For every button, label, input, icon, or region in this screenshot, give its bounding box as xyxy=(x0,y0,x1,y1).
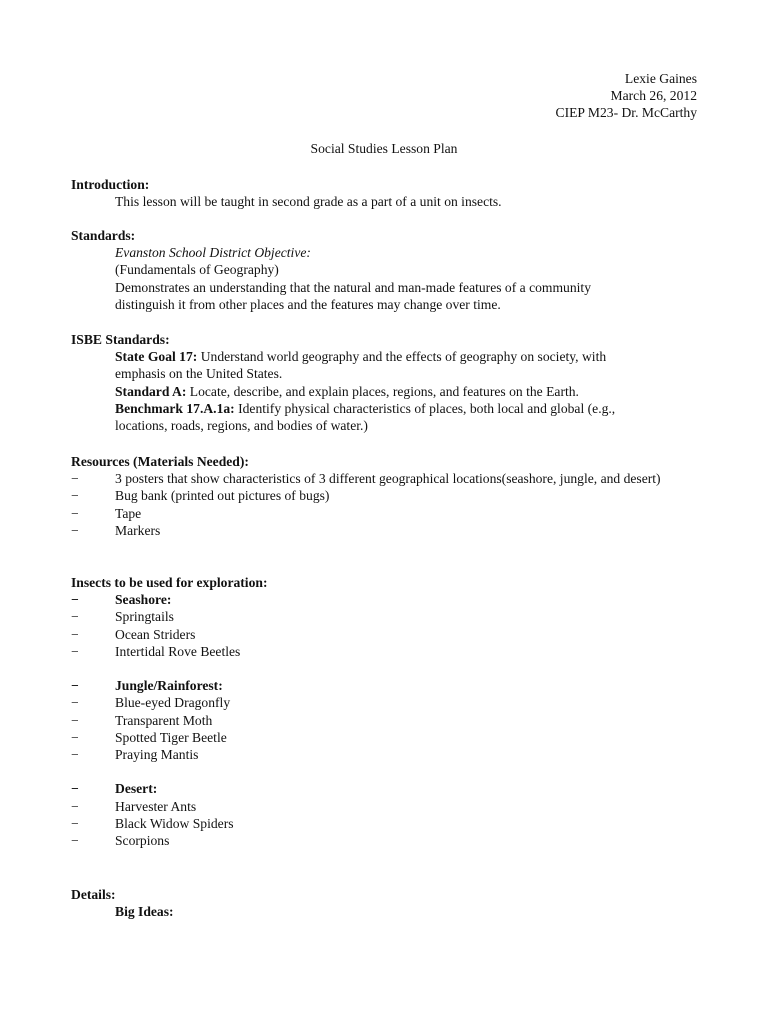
district-objective-label: Evanston School District Objective: xyxy=(115,245,311,261)
resource-item-text: Bug bank (printed out pictures of bugs) xyxy=(115,488,330,504)
course-name: CIEP M23- Dr. McCarthy xyxy=(555,105,697,121)
insect-name: Ocean Striders xyxy=(115,626,196,642)
state-goal-text: Understand world geography and the effects of geography on society, with xyxy=(197,349,607,365)
insect-name: Black Widow Spiders xyxy=(115,815,234,831)
group-name: Jungle/Rainforest: xyxy=(115,678,223,694)
insect-name: Praying Mantis xyxy=(115,747,199,763)
list-item xyxy=(71,505,697,522)
list-bullet: − xyxy=(71,729,79,745)
list-bullet: − xyxy=(71,798,79,814)
list-item xyxy=(71,832,697,849)
insect-name: Blue-eyed Dragonfly xyxy=(115,695,231,711)
list-bullet: − xyxy=(71,592,79,608)
list-bullet: − xyxy=(71,695,79,711)
list-bullet: − xyxy=(71,712,79,728)
list-item xyxy=(71,643,697,660)
list-bullet: − xyxy=(71,643,79,659)
insect-name: Spotted Tiger Beetle xyxy=(115,729,227,745)
list-bullet: − xyxy=(71,833,79,849)
list-bullet: − xyxy=(71,488,79,504)
group-heading-seashore xyxy=(71,591,697,608)
details-heading: Details: xyxy=(71,887,116,902)
group-name: Seashore: xyxy=(115,592,172,608)
state-goal-line xyxy=(71,348,697,365)
standard-a-label: Standard A: xyxy=(115,383,187,399)
isbe-heading: ISBE Standards: xyxy=(71,332,170,347)
insect-name: Springtails xyxy=(115,609,174,625)
list-bullet: − xyxy=(71,609,79,625)
list-item xyxy=(71,608,697,625)
list-item xyxy=(71,694,697,711)
details-section xyxy=(71,886,697,920)
document-date: March 26, 2012 xyxy=(610,88,697,104)
standard-a-line xyxy=(71,383,697,400)
state-goal-label: State Goal 17: xyxy=(115,349,198,365)
resources-section xyxy=(71,453,697,539)
standards-section xyxy=(71,227,697,313)
list-item xyxy=(71,815,697,832)
insects-section xyxy=(71,574,697,849)
list-bullet: − xyxy=(71,747,79,763)
list-item xyxy=(71,746,697,763)
list-bullet: − xyxy=(71,781,79,797)
list-item xyxy=(71,626,697,643)
spacer xyxy=(71,660,697,677)
list-bullet: − xyxy=(71,522,79,538)
list-bullet: − xyxy=(71,626,79,642)
introduction-text: This lesson will be taught in second grade as a part of a unit on insects. xyxy=(115,194,502,210)
insect-name: Intertidal Rove Beetles xyxy=(115,643,241,659)
insect-name: Harvester Ants xyxy=(115,798,197,814)
document-title: Social Studies Lesson Plan xyxy=(310,141,458,156)
resource-item-text: 3 posters that show characteristics of 3 different geographical locations(seashore, jungle, and desert) xyxy=(115,471,661,487)
list-bullet: − xyxy=(71,505,79,521)
isbe-section xyxy=(71,331,697,434)
objective-text-line-2: distinguish it from other places and the features may change over time. xyxy=(115,296,501,312)
objective-subtitle: (Fundamentals of Geography) xyxy=(115,262,279,278)
group-heading-desert xyxy=(71,780,697,797)
benchmark-text: Identify physical characteristics of places, both local and global (e.g., xyxy=(234,400,616,416)
objective-text-line-1: Demonstrates an understanding that the natural and man-made features of a community xyxy=(115,279,592,295)
list-item xyxy=(71,798,697,815)
resource-item-text: Tape xyxy=(115,505,142,521)
list-item xyxy=(71,470,697,487)
standards-heading: Standards: xyxy=(71,228,136,243)
author-name: Lexie Gaines xyxy=(624,71,697,86)
list-item xyxy=(71,522,697,539)
standard-a-text: Locate, describe, and explain places, regions, and features on the Earth. xyxy=(186,383,579,399)
list-item xyxy=(71,712,697,729)
list-bullet: − xyxy=(71,815,79,831)
benchmark-text-2: locations, roads, regions, and bodies of water.) xyxy=(115,418,368,434)
big-ideas-heading: Big Ideas: xyxy=(115,904,174,920)
group-name: Desert: xyxy=(115,781,158,797)
introduction-heading: Introduction: xyxy=(71,177,150,192)
list-item xyxy=(71,487,697,504)
benchmark-line xyxy=(71,400,697,417)
resources-heading: Resources (Materials Needed): xyxy=(71,454,249,469)
resource-item-text: Markers xyxy=(115,522,161,538)
insect-name: Scorpions xyxy=(115,833,170,849)
list-bullet: − xyxy=(71,678,79,694)
list-item xyxy=(71,729,697,746)
spacer xyxy=(71,763,697,780)
list-bullet: − xyxy=(71,471,79,487)
introduction-section xyxy=(71,176,697,210)
insect-name: Transparent Moth xyxy=(115,712,213,728)
benchmark-label: Benchmark 17.A.1a: xyxy=(115,400,235,416)
state-goal-text-2: emphasis on the United States. xyxy=(115,366,283,382)
header-block xyxy=(556,70,697,122)
group-heading-jungle xyxy=(71,677,697,694)
insects-heading: Insects to be used for exploration: xyxy=(71,575,268,590)
